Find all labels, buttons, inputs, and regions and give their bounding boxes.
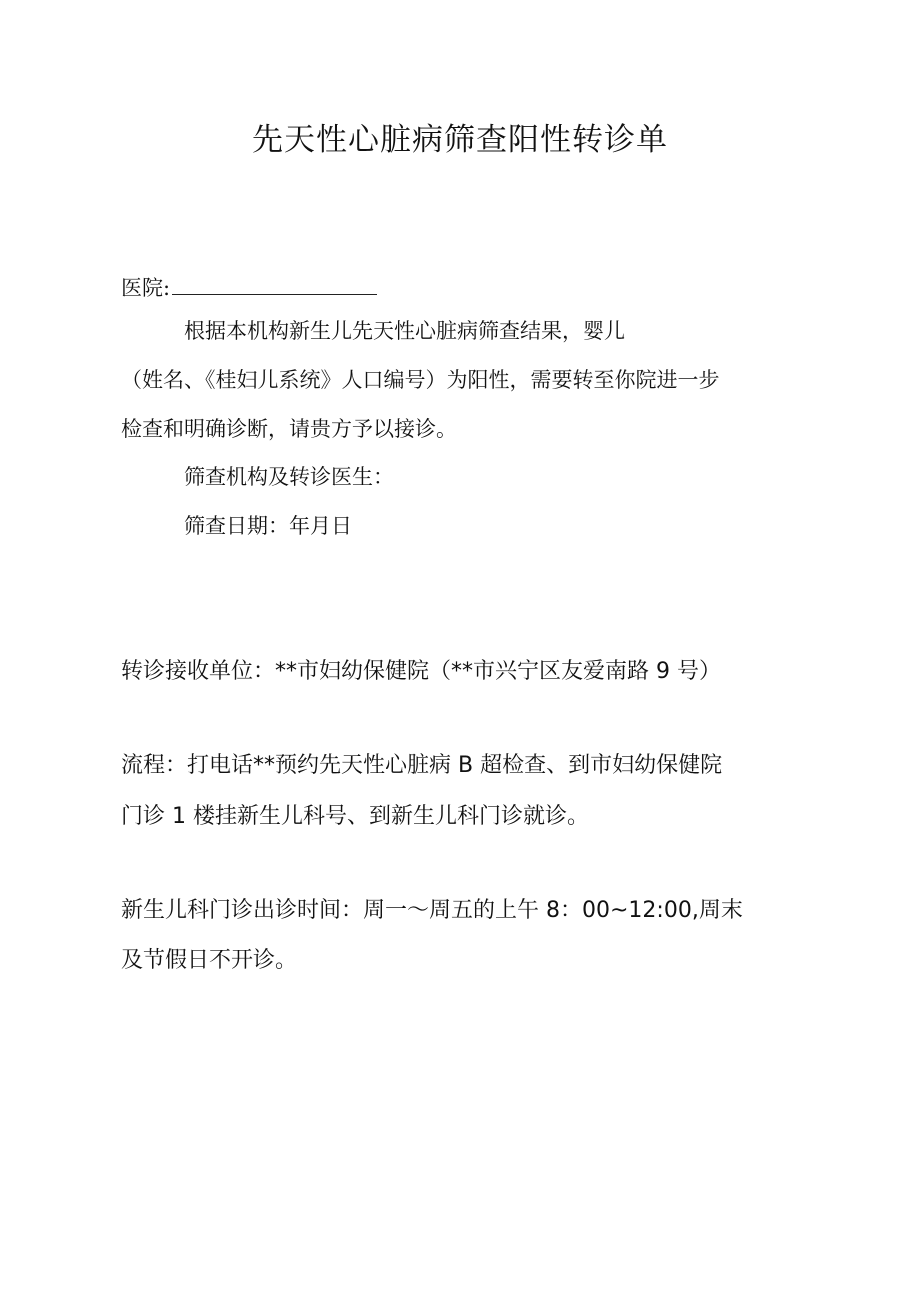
process-line-1: 流程：打电话**预约先天性心脏病 B 超检查、到市妇幼保健院 [121, 753, 723, 778]
receiving-unit: 转诊接收单位：**市妇幼保健院（**市兴宁区友爱南路 9 号） [121, 659, 721, 684]
hospital-blank-field [172, 272, 377, 295]
body-paragraph-line-3: 检查和明确诊断，请贵方予以接诊。 [121, 417, 457, 441]
document-title: 先天性心脏病筛查阳性转诊单 [252, 122, 668, 158]
screening-org-label: 筛查机构及转诊医生： [184, 465, 394, 489]
body-paragraph-line-2: （姓名、《桂妇儿系统》人口编号）为阳性，需要转至你院进一步 [121, 368, 720, 392]
clinic-hours-line-1: 新生儿科门诊出诊时间：周一～周五的上午 8：00~12:00,周末 [121, 898, 743, 923]
body-paragraph-line-1: 根据本机构新生儿先天性心脏病筛查结果，婴儿 [184, 319, 625, 343]
process-line-2: 门诊 1 楼挂新生儿科号、到新生儿科门诊就诊。 [121, 804, 589, 829]
hospital-line [121, 272, 377, 303]
screening-date-label: 筛查日期：年月日 [184, 514, 352, 538]
clinic-hours-line-2: 及节假日不开诊。 [121, 948, 298, 973]
hospital-label: 医院: [121, 276, 171, 300]
